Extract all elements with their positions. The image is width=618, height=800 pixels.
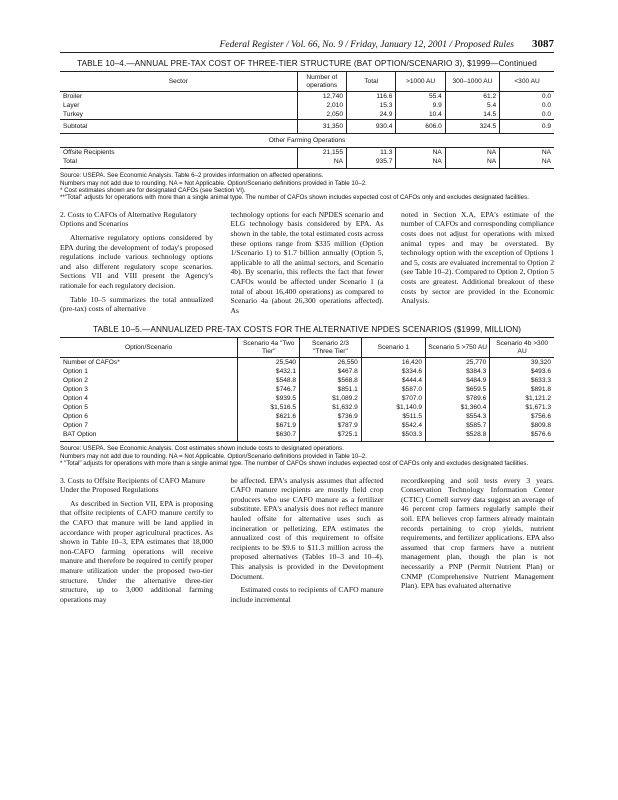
table-cell: $1,140.9: [361, 403, 425, 412]
table-cell: 15.3: [347, 101, 396, 110]
table-cell: $939.5: [238, 394, 300, 403]
paragraph: Alternative regulatory options considered by EPA during the development of today's proposed regulations include various technology options and also different regulatory scope scenarios. Sections VII and VIII present the Agency's rationale for each regulatory decision.: [60, 232, 213, 290]
table-cell: $746.7: [238, 385, 300, 394]
column-header: <300 AU: [500, 72, 554, 92]
table-cell: 2,010: [297, 101, 346, 110]
table-cell: 5.4: [445, 101, 499, 110]
table-cell: $585.7: [426, 421, 490, 430]
page-number: 3087: [532, 38, 554, 50]
row-label: Offsite Recipients: [63, 149, 115, 157]
table-note: **"Total" adjusts for operations with more than a single animal type. The number of CAFOs shown includes expected cost of CAFOs only and excludes designated facilities.: [60, 194, 529, 202]
table-row: [60, 394, 554, 403]
table-cell: $736.9: [300, 412, 362, 421]
table-cell: 12,740: [297, 92, 346, 102]
table-cell: 39,320: [490, 358, 554, 368]
row-label: BAT Option: [60, 430, 238, 442]
table-cell: 2,050: [297, 110, 346, 120]
body-columns-1: [60, 210, 554, 320]
table-note: Numbers may not add due to rounding. NA = Not Applicable. Option/Scenario definitions provided in Table 10–2.: [60, 179, 367, 187]
row-label: Broiler: [63, 93, 83, 101]
table1-notes: [60, 172, 554, 202]
row-label: Layer: [63, 102, 80, 110]
table-cell: 0.9: [500, 120, 554, 134]
table-cell: NA: [396, 148, 445, 158]
table-cell: $725.1: [300, 430, 362, 442]
table1-caption: TABLE 10–4.—ANNUAL PRE-TAX COST OF THREE-TIER STRUCTURE (BAT OPTION/SCENARIO 3), $1999—Continued: [77, 59, 537, 68]
section-label: Other Farming Operations: [60, 134, 554, 148]
text-column-2: [231, 210, 384, 320]
table-cell: $891.8: [490, 385, 554, 394]
column-header: Scenario 1: [361, 338, 425, 358]
row-label: Option 6: [63, 413, 88, 421]
table-cell: $707.0: [361, 394, 425, 403]
row-label: Option 7: [63, 422, 88, 430]
text-column-2: [231, 476, 384, 609]
table-cell: 324.5: [445, 120, 499, 134]
table-note: * "Total" adjusts for operations with more than a single animal type. The number of CAFOs shown includes expected cost of CAFOs only and excludes designated facilities.: [60, 460, 529, 468]
table-cell: $467.8: [300, 367, 362, 376]
table-cell: $587.0: [361, 385, 425, 394]
table-note: Source: USEPA. See Economic Analysis. Table 6–2 provides information on affected operations.: [60, 172, 324, 180]
table-cell: $432.1: [238, 367, 300, 376]
table-cell: 10.4: [396, 110, 445, 120]
table-row: [60, 110, 554, 120]
table-cell: NA: [445, 157, 499, 169]
table-cell: 16,420: [361, 358, 425, 368]
table-cell: 0.0: [500, 101, 554, 110]
table-cell: NA: [297, 157, 346, 169]
table-cell: 25,540: [238, 358, 300, 368]
column-header: Scenario 5 >750 AU: [426, 338, 490, 358]
table-cell: $511.5: [361, 412, 425, 421]
paragraph-continued: noted in Section X.A, EPA's estimate of the number of CAFOs and corresponding compliance costs does not adjust for operations with mixed animal types and may be overstated. By technology option with the exception of Options 1 and 5, costs are evaluated incremental to Option 2 (see Table 10–2). Compared to Option 2, Option 5 costs are greatest. Additional breakout of these costs by sector are provided in the Economic Analysis.: [401, 209, 554, 306]
table-cell: $1,516.5: [238, 403, 300, 412]
column-header: Sector: [60, 72, 297, 92]
table-cell: $671.9: [238, 421, 300, 430]
paragraph: Estimated costs to recipients of CAFO manure include incremental: [230, 585, 384, 604]
row-label: Number of CAFOs*: [63, 359, 120, 367]
row-label: Option 2: [63, 377, 88, 385]
column-header: 300–1000 AU: [445, 72, 499, 92]
row-label: Option 3: [63, 386, 88, 394]
table-row: [60, 430, 554, 442]
text-column-3: [401, 476, 554, 609]
table-cell: $548.8: [238, 376, 300, 385]
table-cell: $1,632.9: [300, 403, 362, 412]
table2-notes: [60, 445, 554, 467]
table-section-row: [60, 134, 554, 148]
table-cell: 24.9: [347, 110, 396, 120]
table-note: Numbers may not add due to rounding. NA = Not Applicable. Option/Scenario definitions provided in Table 10–2.: [60, 452, 367, 460]
table-cell: 9.9: [396, 101, 445, 110]
table-cell: NA: [500, 157, 554, 169]
column-header: Option/Scenario: [60, 338, 238, 358]
row-label: Subtotal: [60, 120, 297, 134]
table-cell: $444.4: [361, 376, 425, 385]
section-heading: 2. Costs to CAFOs of Alternative Regulatory Options and Scenarios: [60, 209, 197, 229]
table2-caption: TABLE 10–5.—ANNUALIZED PRE-TAX COSTS FOR THE ALTERNATIVE NPDES SCENARIOS ($1999, MILLION): [92, 325, 522, 335]
table-cell: 14.5: [445, 110, 499, 120]
table-row: [60, 367, 554, 376]
table-row: [60, 385, 554, 394]
table-cell: $621.6: [238, 412, 300, 421]
table-row: [60, 101, 554, 110]
column-header: Total: [347, 72, 396, 92]
table-cell: 116.6: [347, 92, 396, 102]
table-cell: $493.6: [490, 367, 554, 376]
table-cell: NA: [500, 148, 554, 158]
table-row: [60, 148, 554, 158]
table-cell: $756.6: [490, 412, 554, 421]
row-label: Option 1: [63, 368, 88, 376]
table-cell: NA: [445, 148, 499, 158]
table-row: [60, 412, 554, 421]
table-cell: 606.0: [396, 120, 445, 134]
table-row: [60, 403, 554, 412]
row-label: Turkey: [63, 111, 83, 119]
table-cell: $630.7: [238, 430, 300, 442]
row-label: Option 4: [63, 395, 88, 403]
table-cell: $1,121.2: [490, 394, 554, 403]
table-cell: $334.6: [361, 367, 425, 376]
table-cell: $1,360.4: [426, 403, 490, 412]
table-cell: NA: [396, 157, 445, 169]
table-cell: $528.8: [426, 430, 490, 442]
table-cell: $542.4: [361, 421, 425, 430]
table-cell: $851.1: [300, 385, 362, 394]
table-row: [60, 376, 554, 385]
table-cell: $809.8: [490, 421, 554, 430]
table-cell: 11.3: [347, 148, 396, 158]
column-header: Scenario 4a "Two Tier": [238, 338, 300, 358]
page-header: [60, 38, 554, 53]
table-cell: $787.9: [300, 421, 362, 430]
table-cell: $789.6: [426, 394, 490, 403]
table-cell: $384.3: [426, 367, 490, 376]
text-column-1: [60, 476, 213, 609]
text-column-3: [401, 210, 554, 320]
table-row: [60, 358, 554, 368]
column-header: Scenario 2/3 "Three Tier": [300, 338, 362, 358]
row-label: Option 5: [63, 404, 88, 412]
table-cell: $1,089.2: [300, 394, 362, 403]
table1: [60, 71, 554, 169]
table-cell: 61.2: [445, 92, 499, 102]
table-cell: $659.5: [426, 385, 490, 394]
table-cell: $568.8: [300, 376, 362, 385]
table-cell: $484.9: [426, 376, 490, 385]
body-columns-2: [60, 476, 554, 609]
table-cell: 26,550: [300, 358, 362, 368]
table-row: [60, 157, 554, 169]
table-cell: $633.3: [490, 376, 554, 385]
table-cell: 31,350: [297, 120, 346, 134]
table-row: [60, 92, 554, 102]
table-cell: 25,770: [426, 358, 490, 368]
table-cell: $1,671.3: [490, 403, 554, 412]
document-page: [60, 38, 554, 608]
table-note: * Cost estimates shown are for designated CAFOs (see Section VI).: [60, 186, 246, 194]
table-cell: 0.0: [500, 92, 554, 102]
paragraph: As described in Section VII, EPA is proposing that offsite recipients of CAFO manure certify to the CAFO that manure will be land applied in accordance with proper agricultural practices. As shown in Table 10–3, EPA estimates that 18,000 non-CAFO farming operations will receive manure and therefore be required to certify proper manure utilization under the proposed two-tier structure. Under the alternative three-tier structure, up to 3,000 additional farming operations may: [60, 498, 213, 604]
paragraph: Table 10–5 summarizes the total annualized (pre-tax) costs of alternative: [60, 294, 213, 314]
table-cell: $554.3: [426, 412, 490, 421]
table-cell: 935.7: [347, 157, 396, 169]
row-label: Total: [60, 157, 297, 169]
table-row: [60, 421, 554, 430]
table-cell: $576.6: [490, 430, 554, 442]
table-cell: 0.0: [500, 110, 554, 120]
paragraph-continued: technology options for each NPDES scenario and ELG technology basis considered by EPA. As shown in the table, the total estimated costs across these options range from $335 million (Option 1/Scenario 1) to $1.7 billion annually (Option 5, applicable to all the animal sectors, and Scenario 4b). By scenario, this reflects the fact that fewer CAFOs would be affected under Scenario 1 (a total of about 16,400 operations) as compared to Scenario 4a (about 26,300 operations affected). As: [230, 209, 384, 315]
column-header: Number of operations: [297, 72, 346, 92]
text-column-1: [60, 210, 213, 320]
table2: [60, 337, 554, 442]
table-cell: 930.4: [347, 120, 396, 134]
column-header: >1000 AU: [396, 72, 445, 92]
paragraph-continued: recordkeeping and soil tests every 3 years. Conservation Technology Information Center (CTIC) Cornell survey data suggest an average of 46 percent crop farmers regularly sample their soil. EPA believes crop farmers already maintain records pertaining to crop yields, nutrient requirements, and fertilizer applications. EPA also assumed that crop farmers have a nutrient management plan, though the plan is not necessarily a PNP (Permit Nutrient Plan) or CNMP (Comprehensive Nutrient Management Plan). EPA has evaluated alternative: [401, 475, 554, 591]
table-cell: $503.3: [361, 430, 425, 442]
table-cell: 21,155: [297, 148, 346, 158]
table-row: [60, 120, 554, 134]
running-head: Federal Register / Vol. 66, No. 9 / Friday, January 12, 2001 / Proposed Rules: [219, 40, 514, 50]
section-heading: 3. Costs to Offsite Recipients of CAFO Manure Under the Proposed Regulations: [60, 475, 205, 495]
column-header: Scenario 4b >300 AU: [490, 338, 554, 358]
table-note: Source: USEPA. See Economic Analysis. Cost estimates shown include costs to designated operations.: [60, 445, 344, 453]
paragraph-continued: be affected. EPA's analysis assumes that affected CAFO manure recipients are mostly field crop producers who use CAFO manure as a fertilizer substitute. EPA's analysis does not reflect manure hauled offsite for alternative uses such as incineration or pelletizing. EPA estimates the annualized cost of this requirement to offsite recipients to be $9.6 to $11.3 million across the proposed alternatives (Tables 10–3 and 10–4). This analysis is provided in the Development Document.: [230, 475, 384, 581]
table-cell: 55.4: [396, 92, 445, 102]
